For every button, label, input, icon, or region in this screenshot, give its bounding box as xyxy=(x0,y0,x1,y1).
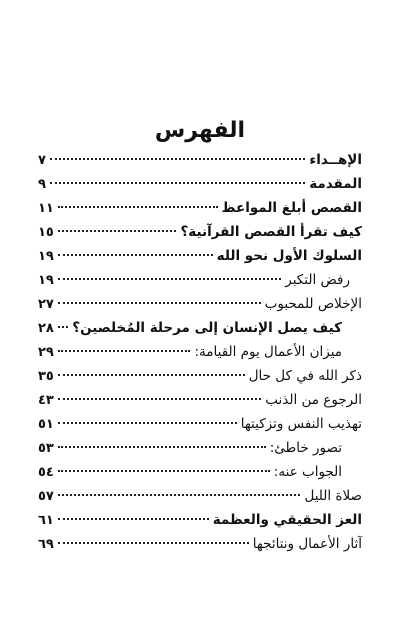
toc-entry-title: الرجوع من الذنب xyxy=(265,392,362,408)
toc-entry-page-number: ٧ xyxy=(38,153,46,168)
toc-entry-title: العز الحقيقي والعظمة xyxy=(212,512,362,528)
toc-entry-title: كيف تقرأ القصص القرآنية؟ xyxy=(180,224,362,240)
toc-entry-page-number: ٢٩ xyxy=(38,345,54,360)
toc-entry-title: ميزان الأعمال يوم القيامة: xyxy=(194,344,342,360)
toc-entry-page-number: ٢٨ xyxy=(38,321,54,336)
dot-leader xyxy=(50,158,305,160)
toc-entry-title: الإهــداء xyxy=(309,152,362,168)
toc-entry-page-number: ٦١ xyxy=(38,513,54,528)
toc-entry-title: القصص أبلغ المواعظ xyxy=(221,200,362,216)
toc-entry xyxy=(38,244,362,268)
dot-leader xyxy=(58,350,191,352)
toc-entry xyxy=(38,292,362,316)
toc-entry-page-number: ٢٧ xyxy=(38,297,54,312)
toc-entry-page-number: ١٥ xyxy=(38,225,54,240)
toc-entry xyxy=(38,196,362,220)
toc-entry xyxy=(38,316,362,340)
dot-leader xyxy=(58,470,270,472)
dot-leader xyxy=(58,278,281,280)
dot-leader xyxy=(58,302,261,304)
toc-entry-page-number: ١٩ xyxy=(38,273,54,288)
toc-entry-title: السلوك الأول نحو الله xyxy=(216,248,362,264)
table-of-contents xyxy=(38,148,362,556)
toc-entry xyxy=(38,484,362,508)
toc-entry-title: صلاة الليل xyxy=(304,488,362,504)
toc-entry-page-number: ٦٩ xyxy=(38,537,54,552)
toc-entry-title: آثار الأعمال ونتائجها xyxy=(252,536,362,552)
toc-entry-title: الإخلاص للمحبوب xyxy=(264,296,362,312)
toc-entry-page-number: ٥٣ xyxy=(38,441,54,456)
toc-entry xyxy=(38,268,362,292)
dot-leader xyxy=(58,446,266,448)
page-title: الفهرس xyxy=(154,118,246,143)
dot-leader xyxy=(58,398,261,400)
toc-entry-title: الجواب عنه: xyxy=(273,464,342,480)
toc-entry-page-number: ١٩ xyxy=(38,249,54,264)
dot-leader xyxy=(58,230,177,232)
toc-entry xyxy=(38,148,362,172)
toc-entry xyxy=(38,508,362,532)
dot-leader xyxy=(58,254,213,256)
dot-leader xyxy=(58,518,209,520)
toc-entry xyxy=(38,436,362,460)
toc-entry xyxy=(38,172,362,196)
toc-entry-page-number: ٩ xyxy=(38,177,46,192)
dot-leader xyxy=(58,326,68,328)
toc-entry-title: المقدمة xyxy=(309,176,362,192)
toc-entry-title: رفض التكبر xyxy=(285,272,350,288)
toc-entry xyxy=(38,388,362,412)
toc-entry xyxy=(38,460,362,484)
dot-leader xyxy=(50,182,305,184)
toc-entry-title: تهذيب النفس وتزكيتها xyxy=(240,416,362,432)
toc-entry-title: كيف يصل الإنسان إلى مرحلة المُخلصين؟ xyxy=(72,320,342,336)
dot-leader xyxy=(58,422,237,424)
toc-entry-page-number: ٥٤ xyxy=(38,465,54,480)
toc-entry-page-number: ٤٣ xyxy=(38,393,54,408)
toc-entry xyxy=(38,220,362,244)
toc-entry-page-number: ٥٧ xyxy=(38,489,54,504)
toc-entry-page-number: ١١ xyxy=(38,201,54,216)
toc-entry xyxy=(38,340,362,364)
dot-leader xyxy=(58,494,301,496)
dot-leader xyxy=(58,206,218,208)
toc-entry-page-number: ٣٥ xyxy=(38,369,54,384)
toc-entry-title: ذكر الله في كل حال xyxy=(248,368,362,384)
toc-entry xyxy=(38,412,362,436)
toc-entry xyxy=(38,364,362,388)
toc-entry xyxy=(38,532,362,556)
toc-entry-title: تصور خاطئ: xyxy=(269,440,342,456)
dot-leader xyxy=(58,542,249,544)
dot-leader xyxy=(58,374,245,376)
toc-entry-page-number: ٥١ xyxy=(38,417,54,432)
